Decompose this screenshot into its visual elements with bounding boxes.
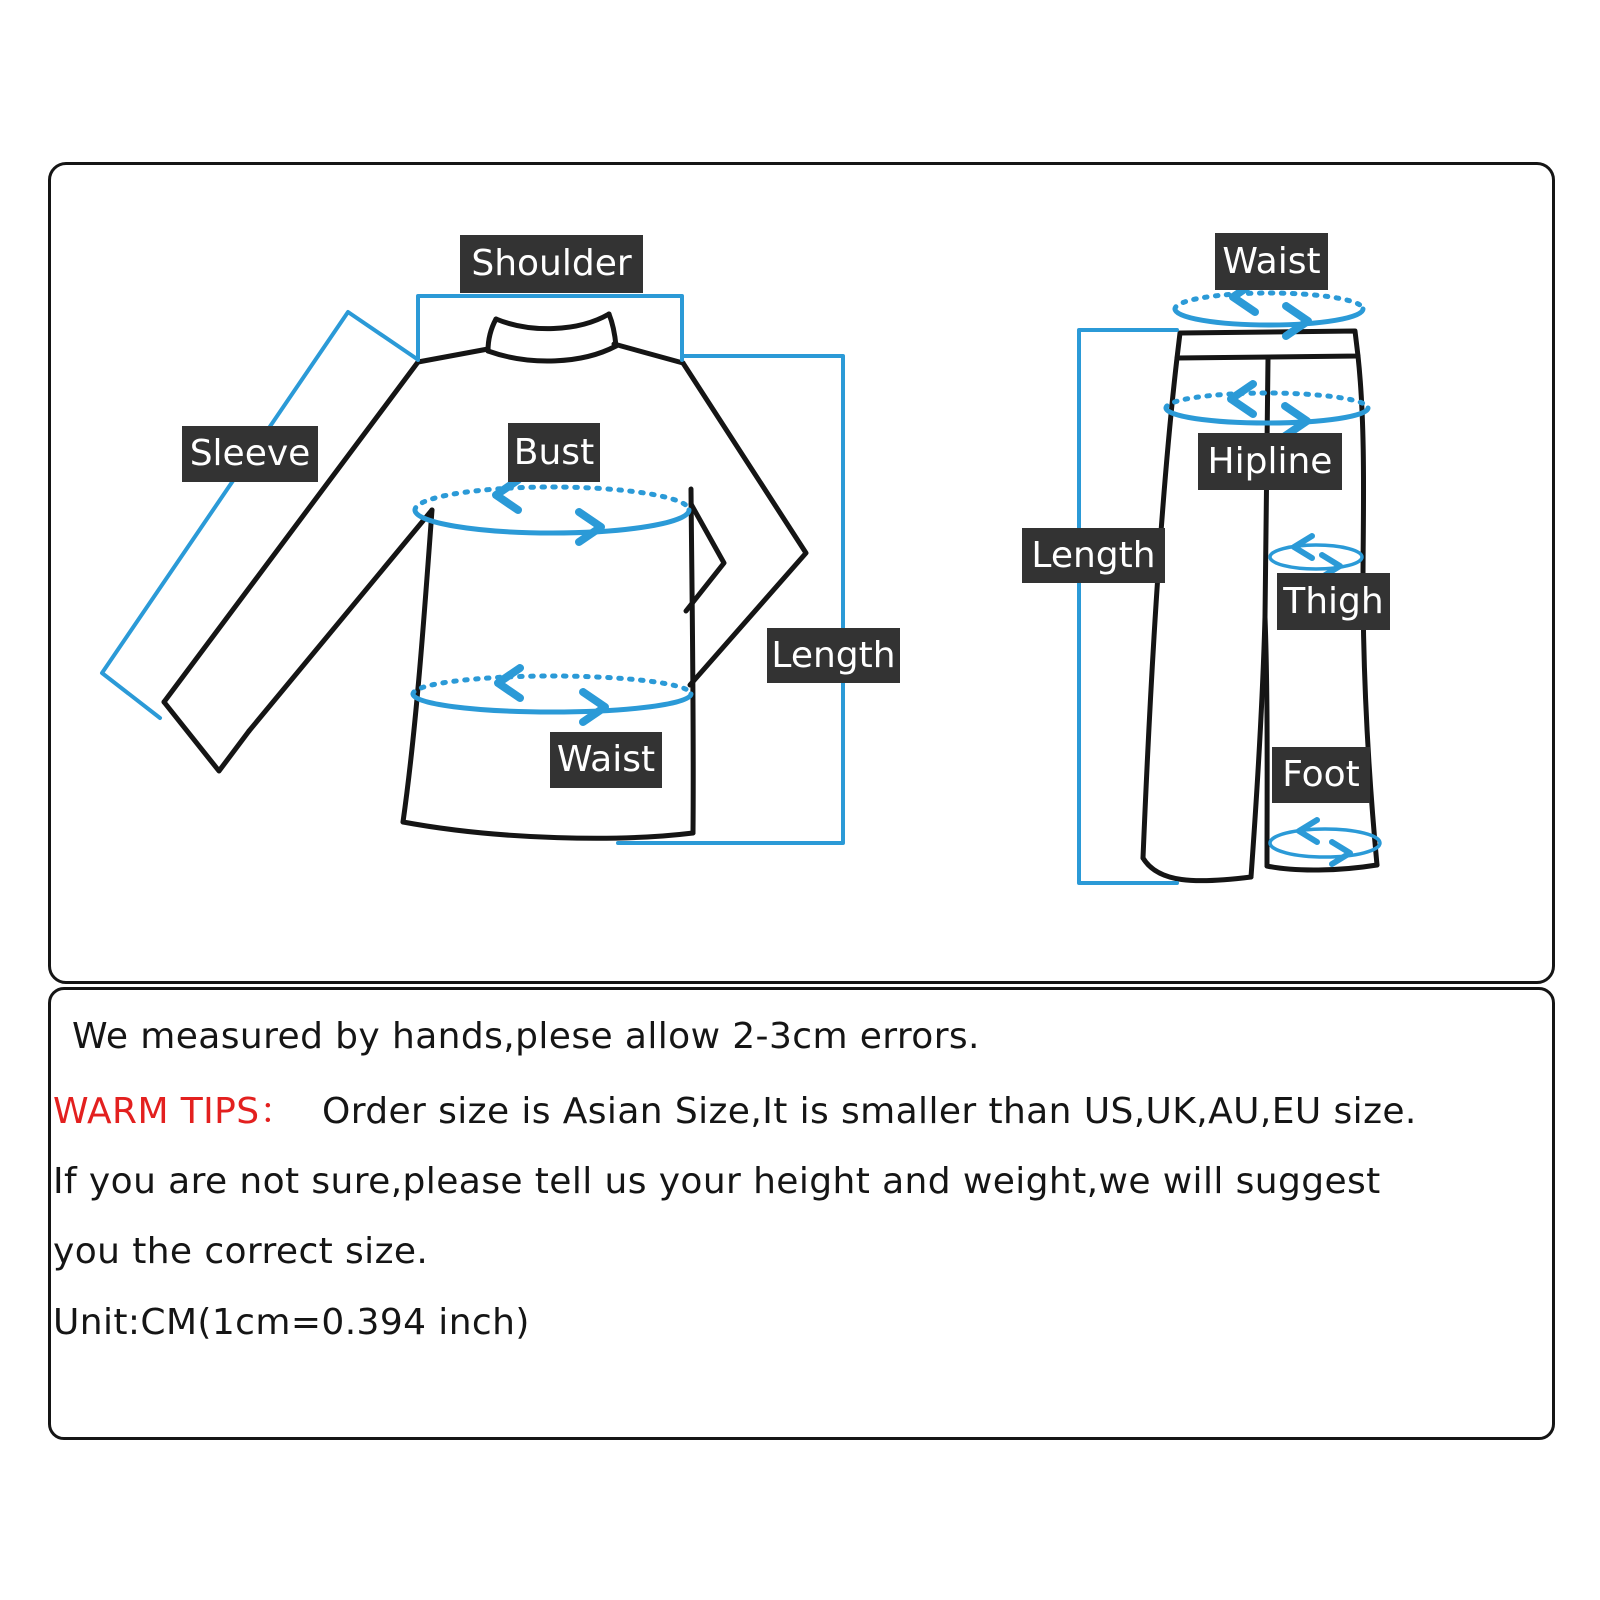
- pants-thigh-label: Thigh: [1277, 573, 1390, 630]
- shirt-waist-ellipse-top: [413, 676, 691, 694]
- foot-ellipse: [1270, 829, 1380, 857]
- shirt-waist-ellipse-bottom: [413, 694, 691, 712]
- shirt-collar-right: [609, 314, 616, 346]
- pants-hipline-label: Hipline: [1198, 433, 1342, 490]
- shirt-left-sleeve-inner: [249, 510, 432, 731]
- pants-right-hem: [1267, 865, 1377, 870]
- pants-left-outer: [1143, 358, 1177, 858]
- pants-waistband: [1177, 331, 1358, 358]
- pants-waist-label: Waist: [1215, 233, 1328, 290]
- shirt-body-right: [691, 489, 693, 833]
- note-warm-tips: [53, 1090, 1417, 1134]
- shirt-left-cuff: [164, 702, 249, 771]
- pants-left-hem: [1143, 858, 1251, 881]
- shirt-waist-label: Waist: [550, 732, 662, 788]
- sleeve-bracket: [102, 312, 417, 718]
- shirt-shoulder-label: Shoulder: [460, 235, 643, 293]
- shirt-collar-left: [488, 319, 496, 351]
- bust-ellipse-bottom: [415, 510, 689, 533]
- shirt-right-shoulder: [614, 344, 683, 363]
- shirt-left-shoulder: [418, 349, 488, 362]
- note-suggest-1: If you are not sure,please tell us your height and weight,we will suggest: [53, 1161, 1381, 1202]
- shirt-collar-bottom: [488, 346, 616, 361]
- warm-tips-text: Order size is Asian Size,It is smaller than US,UK,AU,EU size.: [321, 1091, 1417, 1132]
- arrow-left-icon: [498, 668, 520, 698]
- note-unit: Unit:CM(1cm=0.394 inch): [53, 1302, 530, 1343]
- pants-length-label: Length: [1022, 528, 1165, 583]
- warm-tips-label: WARM TIPS：: [53, 1091, 296, 1132]
- shirt-bust-label: Bust: [508, 423, 600, 482]
- shirt-hem: [403, 822, 693, 838]
- shirt-sleeve-label: Sleeve: [182, 426, 318, 482]
- arrow-right-icon: [1332, 842, 1350, 864]
- shirt-left-sleeve-outer: [164, 362, 418, 702]
- shirt-collar-top: [496, 314, 609, 329]
- note-measured: We measured by hands,plese allow 2-3cm errors.: [72, 1016, 980, 1057]
- pants-left-inner: [1251, 617, 1265, 877]
- bust-ellipse-top: [415, 487, 689, 510]
- pants-foot-label: Foot: [1272, 747, 1370, 803]
- arrow-left-icon: [496, 480, 518, 510]
- arrow-left-icon: [1231, 384, 1253, 414]
- pants-length-bracket: [1079, 330, 1177, 883]
- pants-waist-ellipse-top: [1175, 293, 1363, 309]
- shirt-outline: [164, 314, 806, 838]
- arrow-right-icon: [583, 692, 605, 722]
- pants-waist-ellipse-bottom: [1175, 309, 1363, 325]
- arrow-right-icon: [579, 512, 601, 542]
- shirt-body-left: [403, 510, 432, 822]
- thigh-ellipse: [1270, 545, 1362, 569]
- pants-right-inner: [1265, 617, 1267, 866]
- note-suggest-2: you the correct size.: [53, 1231, 429, 1272]
- shirt-length-label: Length: [767, 628, 900, 683]
